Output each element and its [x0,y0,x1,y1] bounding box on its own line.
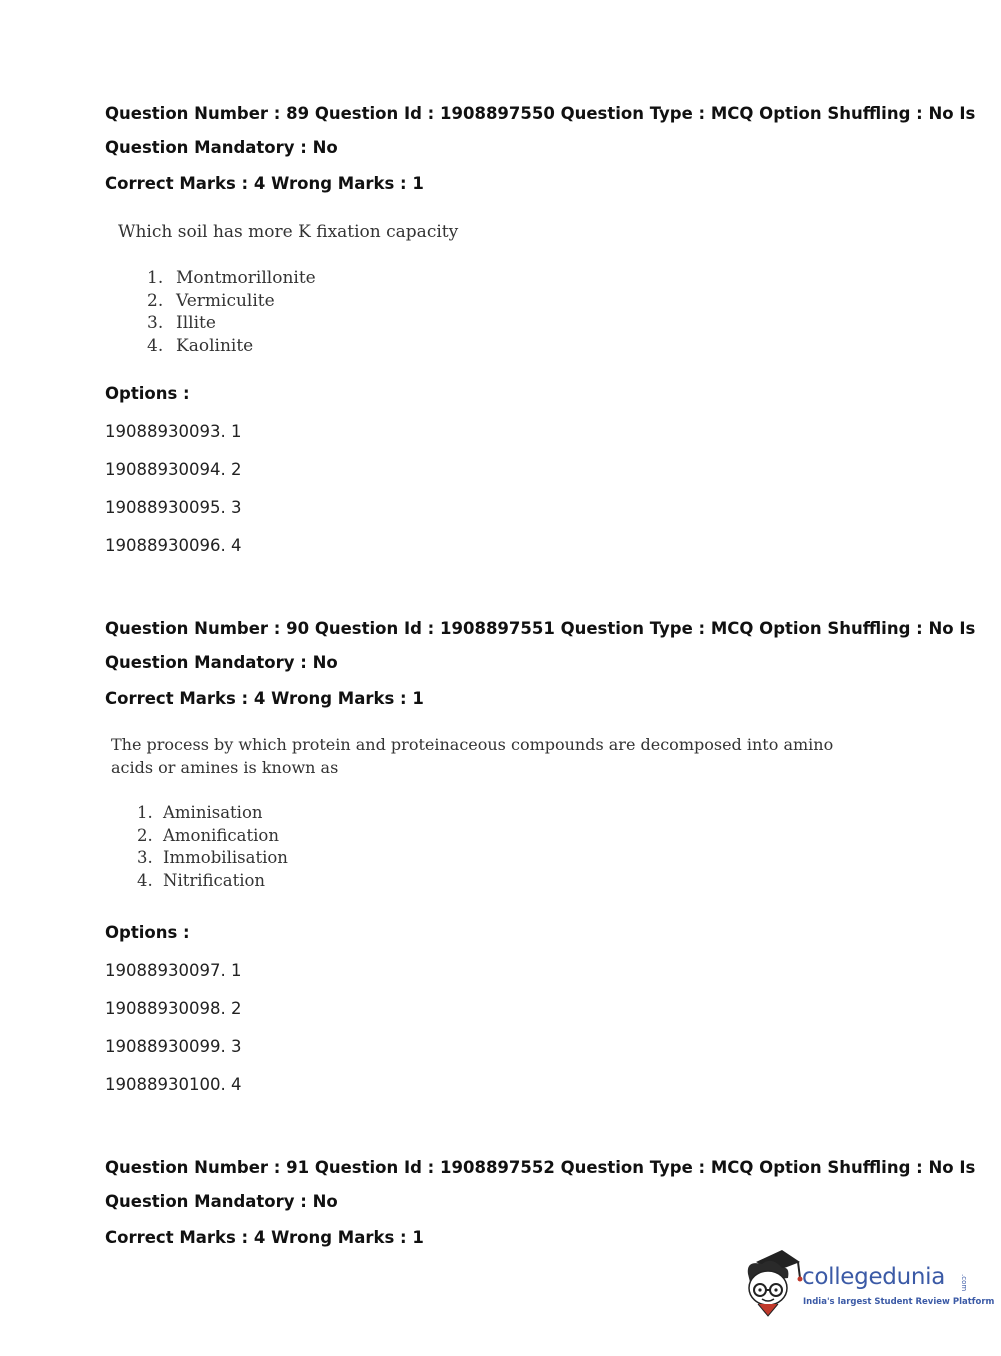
question-text: Which soil has more K fixation capacity [118,222,459,242]
question-block-89 [105,97,976,555]
question-header-line1: Question Number : 91 Question Id : 1908897552 Question Type : MCQ Option Shuffling : No Is [105,1158,976,1177]
option-item: 19088930100. 4 [105,1075,242,1094]
question-header-line2: Question Mandatory : No [105,138,338,157]
question-header-line1: Question Number : 90 Question Id : 1908897551 Question Type : MCQ Option Shuffling : No Is [105,619,976,638]
options-label: Options : [105,923,190,942]
option-item: 19088930097. 1 [105,961,242,980]
logo-suffix: .com [960,1274,968,1292]
option-item: 19088930094. 2 [105,460,242,479]
option-item: 19088930095. 3 [105,498,242,517]
choice-item: 2. Vermiculite [147,290,275,311]
choice-list [137,802,288,893]
choice-list [147,267,316,358]
question-block-90 [105,612,976,1094]
choice-item: 4. Nitrification [137,871,266,891]
mascot-icon [742,1248,804,1318]
choice-item: 2. Amonification [137,825,279,845]
question-header [105,97,976,165]
question-header [105,612,976,680]
choice-item: 4. Kaolinite [147,336,254,357]
question-block-91 [105,1151,976,1253]
collegedunia-logo[interactable] [742,1248,995,1318]
logo-wordmark: collegedunia [802,1264,946,1290]
option-item: 19088930093. 1 [105,422,242,441]
question-header-line2: Question Mandatory : No [105,653,338,672]
marks-line: Correct Marks : 4 Wrong Marks : 1 [105,689,424,708]
option-item: 19088930099. 3 [105,1037,242,1056]
options-label: Options : [105,384,190,403]
question-text: The process by which protein and proteinaceous compounds are decomposed into amino acids or amines is known as [111,735,834,777]
option-item: 19088930096. 4 [105,536,242,555]
choice-item: 1. Aminisation [137,803,263,822]
marks-line: Correct Marks : 4 Wrong Marks : 1 [105,174,424,193]
choice-item: 3. Immobilisation [137,848,288,868]
choice-item: 1. Montmorillonite [147,268,316,288]
question-header [105,1151,976,1219]
logo-tagline: India's largest Student Review Platform [803,1297,995,1307]
question-header-line1: Question Number : 89 Question Id : 1908897550 Question Type : MCQ Option Shuffling : No Is [105,104,976,123]
choice-item: 3. Illite [147,313,216,334]
marks-line: Correct Marks : 4 Wrong Marks : 1 [105,1228,424,1247]
question-header-line2: Question Mandatory : No [105,1192,338,1211]
option-item: 19088930098. 2 [105,999,242,1018]
